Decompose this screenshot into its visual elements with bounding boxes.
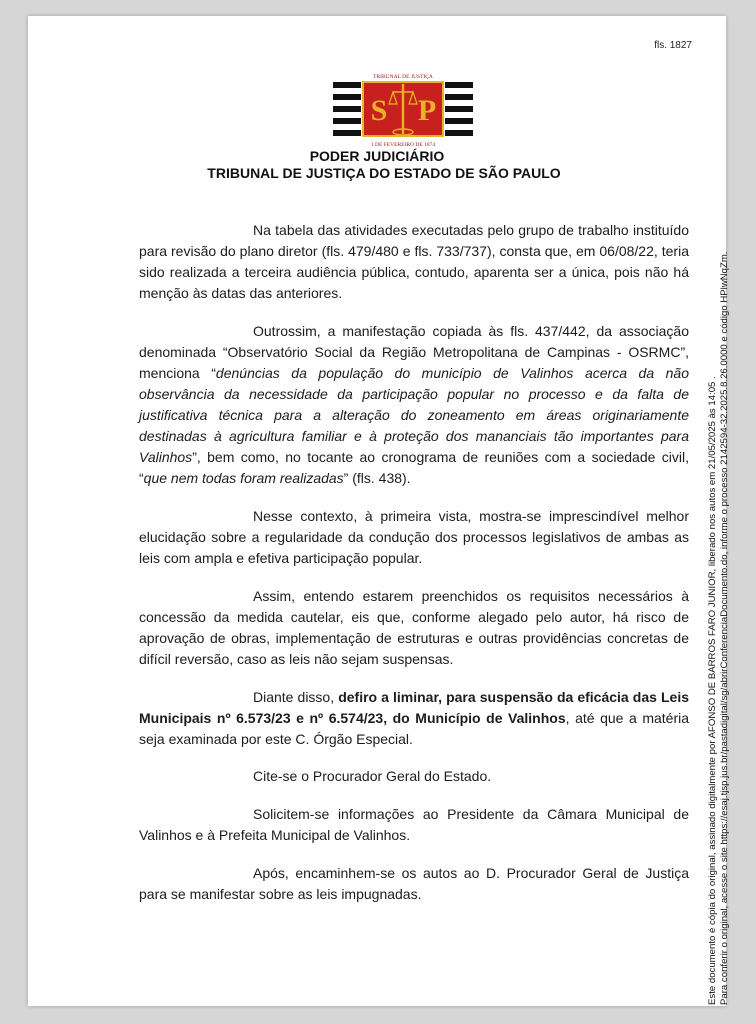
document-header bbox=[28, 148, 726, 182]
seal-letter-left: S bbox=[370, 94, 388, 127]
paragraph-4: Assim, entendo estarem preenchidos os requisitos necessários à concessão da medida cautelar, eis que, conforme alegado pelo autor, há risco de aprovação de obras, implementação de estruturas e outras providências concretas de difícil reversão, caso as leis não sejam suspensas. bbox=[139, 588, 689, 667]
seal-bottom-text: 1 DE FEVEREIRO DE 1874 bbox=[370, 142, 436, 148]
paragraph-6: Cite-se o Procurador Geral do Estado. bbox=[253, 768, 492, 784]
page-number: fls. 1827 bbox=[654, 40, 692, 51]
paragraph-5 bbox=[139, 687, 689, 750]
paragraph-8: Após, encaminhem-se os autos ao D. Procurador Geral de Justiça para se manifestar sobre as leis impugnadas. bbox=[139, 865, 689, 902]
seal-letter-right: P bbox=[417, 94, 437, 127]
paragraph-3: Nesse contexto, à primeira vista, mostra-se imprescindível melhor elucidação sobre a regularidade da condução dos processos legislativos de ambas as leis com ampla e efetiva participação popular. bbox=[139, 508, 689, 566]
paragraph-1: Na tabela das atividades executadas pelo grupo de trabalho instituído para revisão do plano diretor (fls. 479/480 e fls. 733/737), consta que, em 06/08/22, teria sido realizada a terceira audiência pública, contudo, aparenta ser a única, pois não há menção às datas das anteriores. bbox=[139, 222, 689, 301]
sidebar-signature-line: Este documento é cópia do original, assinado digitalmente por AFONSO DE BARROS FARO JUNIOR, liberado nos autos em 21/05/2025 às 14:05 . bbox=[707, 376, 718, 1005]
paragraph-5-decision: defiro a liminar, para suspensão da eficácia das Leis Municipais nº 6.573/23 e nº 6.574/23, do Município de Valinhos bbox=[139, 689, 689, 726]
header-line-1: PODER JUDICIÁRIO bbox=[309, 148, 445, 164]
sidebar-verification-line: Para conferir o original, acesse o site https://esaj.tjsp.jus.br/pastadigital/sg/abrirConferenciaDocumento.do, informe o processo 2142594-32.2025.8.26.0000 e código HPlwNqZm. bbox=[719, 251, 730, 1005]
signature-sidebar bbox=[695, 170, 743, 1010]
paragraph-5-part-a: Diante disso, bbox=[253, 689, 339, 705]
paragraph-2-quote-2: que nem todas foram realizadas bbox=[143, 470, 344, 486]
paragraph-2-part-c: ”, bem como, no tocante ao cronograma de reuniões com a sociedade civil, “ bbox=[139, 449, 689, 486]
seal-top-text: TRIBUNAL DE JUSTIÇA bbox=[373, 74, 433, 80]
document-page bbox=[28, 16, 726, 1006]
paragraph-7: Solicitem-se informações ao Presidente da Câmara Municipal de Valinhos e à Prefeita Municipal de Valinhos. bbox=[139, 806, 689, 843]
paragraph-2 bbox=[139, 321, 689, 489]
document-body bbox=[139, 220, 689, 922]
paragraph-2-part-e: ” (fls. 438). bbox=[343, 470, 411, 486]
paragraph-2-part-a: Outrossim, a manifestação copiada às fls. 437/442, da associação denominada “Observatório Social da Região Metropolitana de Campinas - OSRMC”, menciona “ bbox=[139, 323, 689, 381]
paragraph-5-part-c: , até que a matéria seja examinada por este C. Órgão Especial. bbox=[139, 710, 689, 747]
paragraph-2-quote-1: denúncias da população do município de Valinhos acerca da não observância da necessidade da participação popular no processo e da falta de justificativa técnica para a alteração do zoneamento em áreas originariamente destinadas à agricultura familiar e à proteção dos mananciais tão importantes para Valinhos bbox=[139, 365, 690, 465]
tjsp-seal-logo bbox=[333, 72, 473, 148]
header-line-2: TRIBUNAL DE JUSTIÇA DO ESTADO DE SÃO PAULO bbox=[207, 165, 561, 181]
